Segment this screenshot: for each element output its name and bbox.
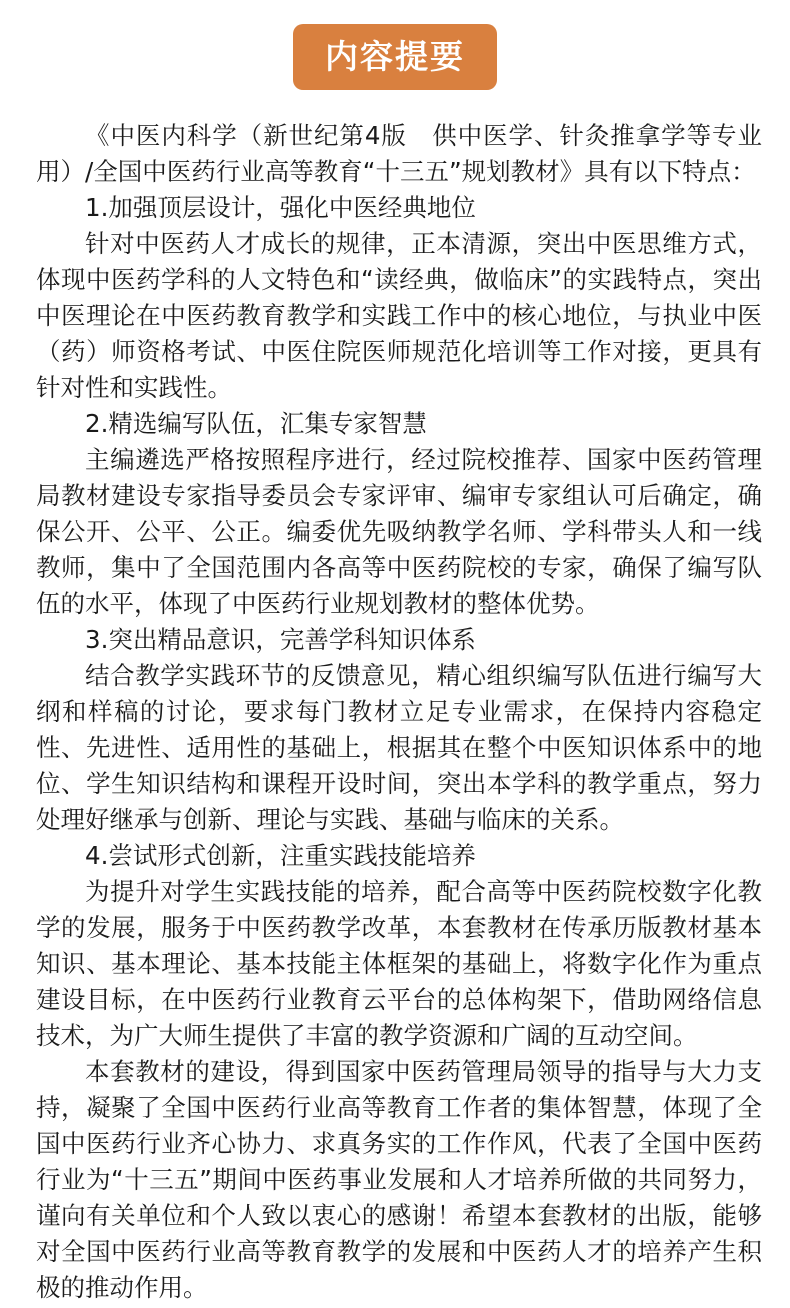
feature-body-3: 结合教学实践环节的反馈意见，精心组织编写队伍进行编写大纲和样稿的讨论，要求每门教材立足专业需求，在保持内容稳定性、先进性、适用性的基础上，根据其在整个中医知识体系中的地位、学生知识结构和课程开设时间，突出本学科的教学重点，努力处理好继承与创新、理论与实践、基础与临床的关系。 — [36, 661, 762, 834]
feature-body-2: 主编遴选严格按照程序进行，经过院校推荐、国家中医药管理局教材建设专家指导委员会专家评审、编审专家组认可后确定，确保公开、公平、公正。编委优先吸纳教学名师、学科带头人和一线教师，集中了全国范围内各高等中医药院校的专家，确保了编写队伍的水平，体现了中医药行业规划教材的整体优势。 — [36, 445, 762, 618]
title-container — [0, 24, 790, 90]
feature-heading-3: 3.突出精品意识，完善学科知识体系 — [85, 625, 476, 654]
feature-body-4: 为提升对学生实践技能的培养，配合高等中医药院校数字化教学的发展，服务于中医药教学改革，本套教材在传承历版教材基本知识、基本理论、基本技能主体框架的基础上，将数字化作为重点建设目标，在中医药行业教育云平台的总体构架下，借助网络信息技术，为广大师生提供了丰富的教学资源和广阔的互动空间。 — [36, 877, 762, 1050]
feature-heading-2: 2.精选编写队伍，汇集专家智慧 — [85, 409, 427, 438]
feature-heading-4: 4.尝试形式创新，注重实践技能培养 — [85, 841, 476, 870]
feature-heading-1: 1.加强顶层设计，强化中医经典地位 — [85, 193, 476, 222]
summary-body — [36, 118, 762, 1306]
closing-paragraph: 本套教材的建设，得到国家中医药管理局领导的指导与大力支持，凝聚了全国中医药行业高等教育工作者的集体智慧，体现了全国中医药行业齐心协力、求真务实的工作作风，代表了全国中医药行业为“十三五”期间中医药事业发展和人才培养所做的共同努力，谨向有关单位和个人致以衷心的感谢！希望本套教材的出版，能够对全国中医药行业高等教育教学的发展和中医药人才的培养产生积极的推动作用。 — [36, 1057, 762, 1302]
feature-body-1: 针对中医药人才成长的规律，正本清源，突出中医思维方式，体现中医药学科的人文特色和“读经典，做临床”的实践特点，突出中医理论在中医药教育教学和实践工作中的核心地位，与执业中医（药）师资格考试、中医住院医师规范化培训等工作对接，更具有针对性和实践性。 — [36, 229, 762, 402]
intro-paragraph: 《中医内科学（新世纪第4版 供中医学、针灸推拿学等专业用）/全国中医药行业高等教育“十三五”规划教材》具有以下特点： — [36, 121, 762, 186]
section-title-badge: 内容提要 — [293, 24, 497, 90]
